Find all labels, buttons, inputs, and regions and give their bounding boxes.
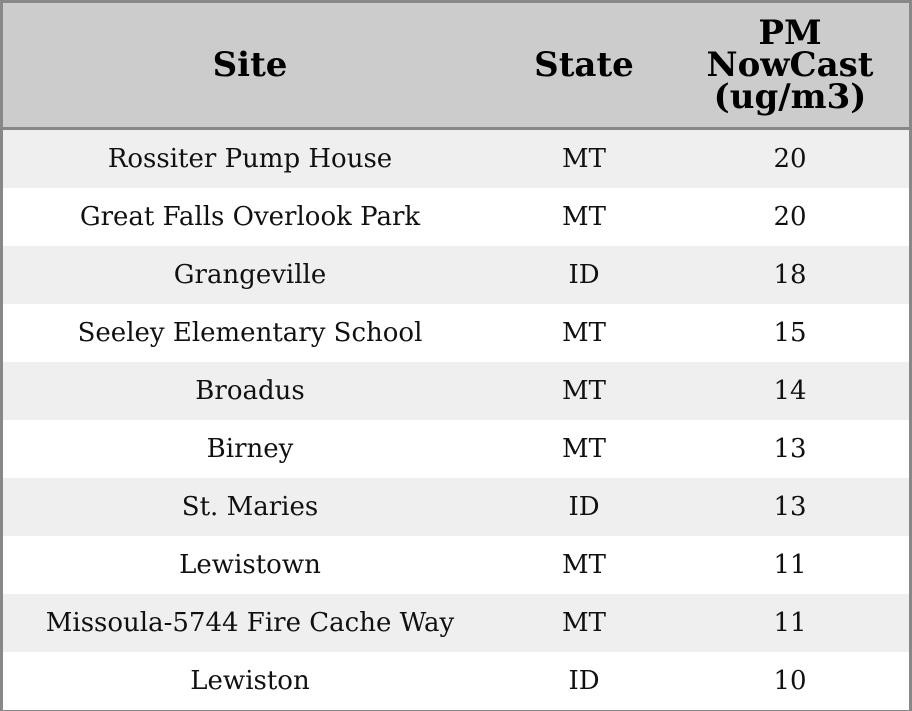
cell-pm-value: 11	[671, 594, 909, 652]
table-row	[3, 246, 909, 304]
cell-pm-value: 18	[671, 246, 909, 304]
cell-pm-value: 11	[671, 536, 909, 594]
cell-pm-value: 13	[671, 420, 909, 478]
cell-site: St. Maries	[3, 478, 497, 536]
cell-state: MT	[497, 536, 671, 594]
header-pm-line-3: (ug/m3)	[713, 77, 867, 117]
cell-state: MT	[497, 362, 671, 420]
header-state: State	[497, 3, 671, 129]
table-row	[3, 362, 909, 420]
header-row	[3, 3, 909, 129]
cell-site: Lewistown	[3, 536, 497, 594]
cell-state: MT	[497, 188, 671, 246]
table-row	[3, 304, 909, 362]
cell-site: Seeley Elementary School	[3, 304, 497, 362]
table-row	[3, 652, 909, 710]
cell-pm-value: 20	[671, 188, 909, 246]
cell-state: ID	[497, 478, 671, 536]
cell-state: MT	[497, 594, 671, 652]
cell-site: Lewiston	[3, 652, 497, 710]
table-row	[3, 420, 909, 478]
table-body	[3, 129, 909, 711]
header-pm-nowcast	[671, 3, 909, 129]
cell-pm-value: 14	[671, 362, 909, 420]
cell-pm-value: 13	[671, 478, 909, 536]
table-header	[3, 3, 909, 129]
cell-pm-value: 15	[671, 304, 909, 362]
table-row	[3, 594, 909, 652]
cell-state: ID	[497, 652, 671, 710]
cell-site: Grangeville	[3, 246, 497, 304]
table-row	[3, 536, 909, 594]
cell-state: MT	[497, 129, 671, 189]
table-row	[3, 188, 909, 246]
table-row	[3, 129, 909, 189]
cell-pm-value: 10	[671, 652, 909, 710]
header-pm-line-2: NowCast	[706, 45, 874, 85]
cell-site: Birney	[3, 420, 497, 478]
data-table	[3, 3, 909, 710]
cell-pm-value: 20	[671, 129, 909, 189]
cell-site: Great Falls Overlook Park	[3, 188, 497, 246]
cell-site: Rossiter Pump House	[3, 129, 497, 189]
cell-site: Broadus	[3, 362, 497, 420]
cell-state: MT	[497, 420, 671, 478]
cell-site: Missoula-5744 Fire Cache Way	[3, 594, 497, 652]
cell-state: MT	[497, 304, 671, 362]
header-pm-line-1: PM	[758, 13, 822, 53]
table-row	[3, 478, 909, 536]
header-site: Site	[3, 3, 497, 129]
cell-state: ID	[497, 246, 671, 304]
